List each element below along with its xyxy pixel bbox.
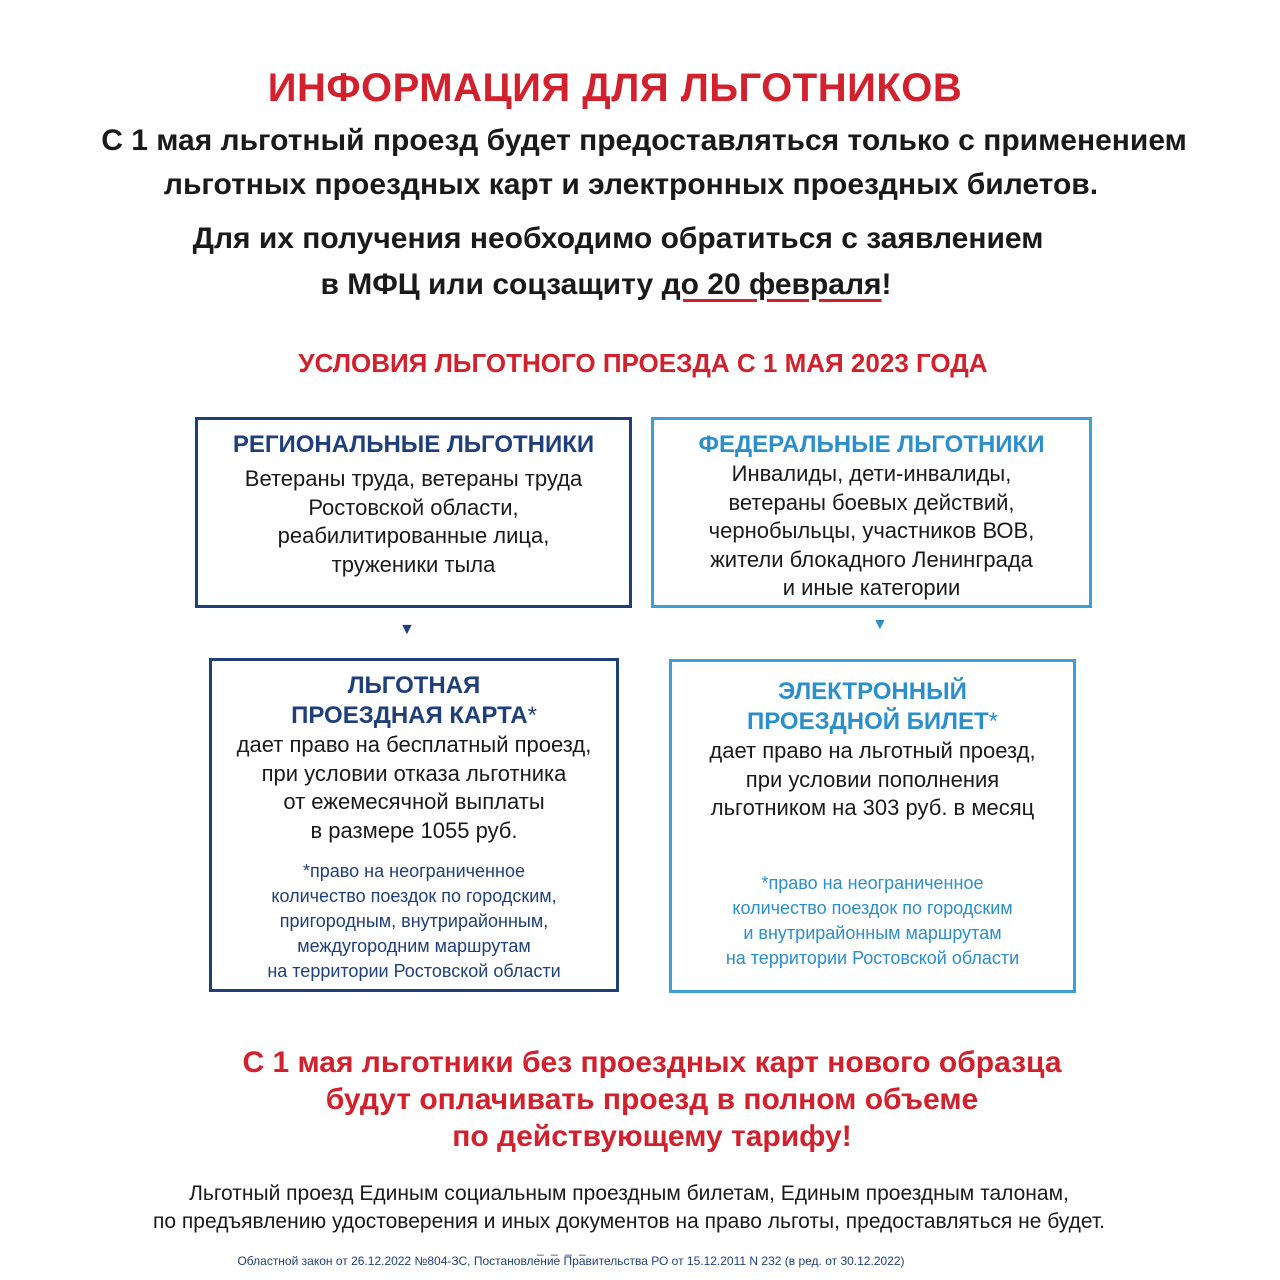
regional-line: реабилитированные лица, — [277, 523, 550, 548]
intro-line-4-prefix: в МФЦ или соцзащиту — [320, 268, 662, 301]
separator-dashes: _ _ _ _ — [537, 1242, 588, 1256]
federal-line: и иные категории — [782, 575, 961, 600]
federal-heading: ФЕДЕРАЛЬНЫЕ ЛЬГОТНИКИ — [698, 431, 1045, 458]
conditions-title: УСЛОВИЯ ЛЬГОТНОГО ПРОЕЗДА С 1 МАЯ 2023 ГОДА — [298, 348, 988, 378]
warning-block — [0, 1044, 1280, 1155]
warning-line: будут оплачивать проезд в полном объеме — [325, 1083, 979, 1116]
card-description — [212, 731, 616, 845]
card-heading-line-1: ЛЬГОТНАЯ — [347, 672, 481, 699]
card-note-line: пригородным, внутрирайонным, — [279, 911, 549, 931]
federal-line: жители блокадного Ленинграда — [710, 546, 1033, 572]
intro-line-1: С 1 мая льготный проезд будет предоставляться только с применением — [101, 124, 1187, 157]
ticket-note-line: *право на неограниченное — [761, 872, 984, 893]
federal-line: ветераны боевых действий, — [728, 489, 1015, 515]
page-title: ИНФОРМАЦИЯ ДЛЯ ЛЬГОТНИКОВ — [267, 66, 963, 110]
warning-line: С 1 мая льготники без проездных карт нового образца — [242, 1046, 1062, 1079]
footer-line: по предъявлению удостоверения и иных документов на право льготы, предоставляться не будет. — [153, 1210, 1105, 1233]
ticket-note-line: и внутрирайонным маршрутам — [743, 922, 1002, 943]
card-note — [212, 859, 616, 984]
footer-line: Льготный проезд Единым социальным проездным билетам, Единым проездным талонам, — [189, 1182, 1069, 1205]
regional-heading: РЕГИОНАЛЬНЫЕ ЛЬГОТНИКИ — [232, 431, 595, 458]
regional-line: Ветераны труда, ветераны труда — [244, 466, 583, 491]
regional-line: Ростовской области, — [308, 494, 519, 520]
federal-line: Инвалиды, дети-инвалиды, — [731, 461, 1012, 486]
ticket-heading-text: ПРОЕЗДНОЙ БИЛЕТ — [746, 708, 989, 735]
arrow-down-icon: ▼ — [872, 616, 888, 633]
card-note-line: количество поездок по городским, — [271, 886, 557, 906]
legal-source: Областной закон от 26.12.2022 №804-ЗС, Постановление Правительства РО от 15.12.2011 N 232 (в ред. от 30.12.2022) — [237, 1254, 905, 1268]
federal-box — [651, 417, 1092, 608]
card-line: при условии отказа льготника — [261, 760, 567, 786]
deadline-text: до 20 февраля — [661, 268, 882, 301]
ticket-heading-line-2 — [672, 707, 1073, 737]
ticket-box — [669, 659, 1076, 993]
intro-line-3: Для их получения необходимо обратиться с заявлением — [192, 222, 1044, 255]
card-asterisk: * — [527, 702, 537, 729]
intro-line-4 — [0, 268, 1212, 302]
arrow-down-icon: ▼ — [399, 621, 415, 638]
ticket-line: льготником на 303 руб. в месяц — [710, 795, 1035, 820]
ticket-heading-line-1: ЭЛЕКТРОННЫЙ — [778, 678, 967, 705]
regional-line: труженики тыла — [331, 551, 496, 577]
ticket-note-line: количество поездок по городским — [732, 897, 1013, 918]
regional-list — [198, 465, 629, 579]
card-line: от ежемесячной выплаты — [283, 789, 545, 814]
federal-list — [654, 460, 1089, 603]
card-note-line: на территории Ростовской области — [267, 961, 561, 981]
warning-line: по действующему тарифу! — [452, 1120, 852, 1153]
card-note-line: *право на неограниченное — [303, 861, 525, 881]
intro-line-2: льготных проездных карт и электронных проездных билетов. — [163, 168, 1099, 201]
card-note-line: междугородним маршрутам — [297, 936, 531, 956]
card-box — [209, 658, 619, 992]
ticket-note-line: на территории Ростовской области — [725, 947, 1020, 968]
intro-line-4-suffix: ! — [881, 268, 892, 301]
card-heading-line-2 — [212, 701, 616, 731]
card-heading-text: ПРОЕЗДНАЯ КАРТА — [291, 702, 528, 729]
regional-box — [195, 417, 632, 608]
ticket-asterisk: * — [988, 708, 999, 735]
card-line: в размере 1055 руб. — [310, 817, 518, 843]
federal-line: чернобыльцы, участников ВОВ, — [708, 518, 1035, 543]
footer-text — [0, 1180, 1258, 1236]
ticket-line: при условии пополнения — [745, 766, 1000, 792]
card-line: дает право на бесплатный проезд, — [236, 732, 592, 757]
ticket-note — [672, 871, 1073, 971]
ticket-description — [672, 737, 1073, 823]
ticket-line: дает право на льготный проезд, — [709, 738, 1036, 763]
